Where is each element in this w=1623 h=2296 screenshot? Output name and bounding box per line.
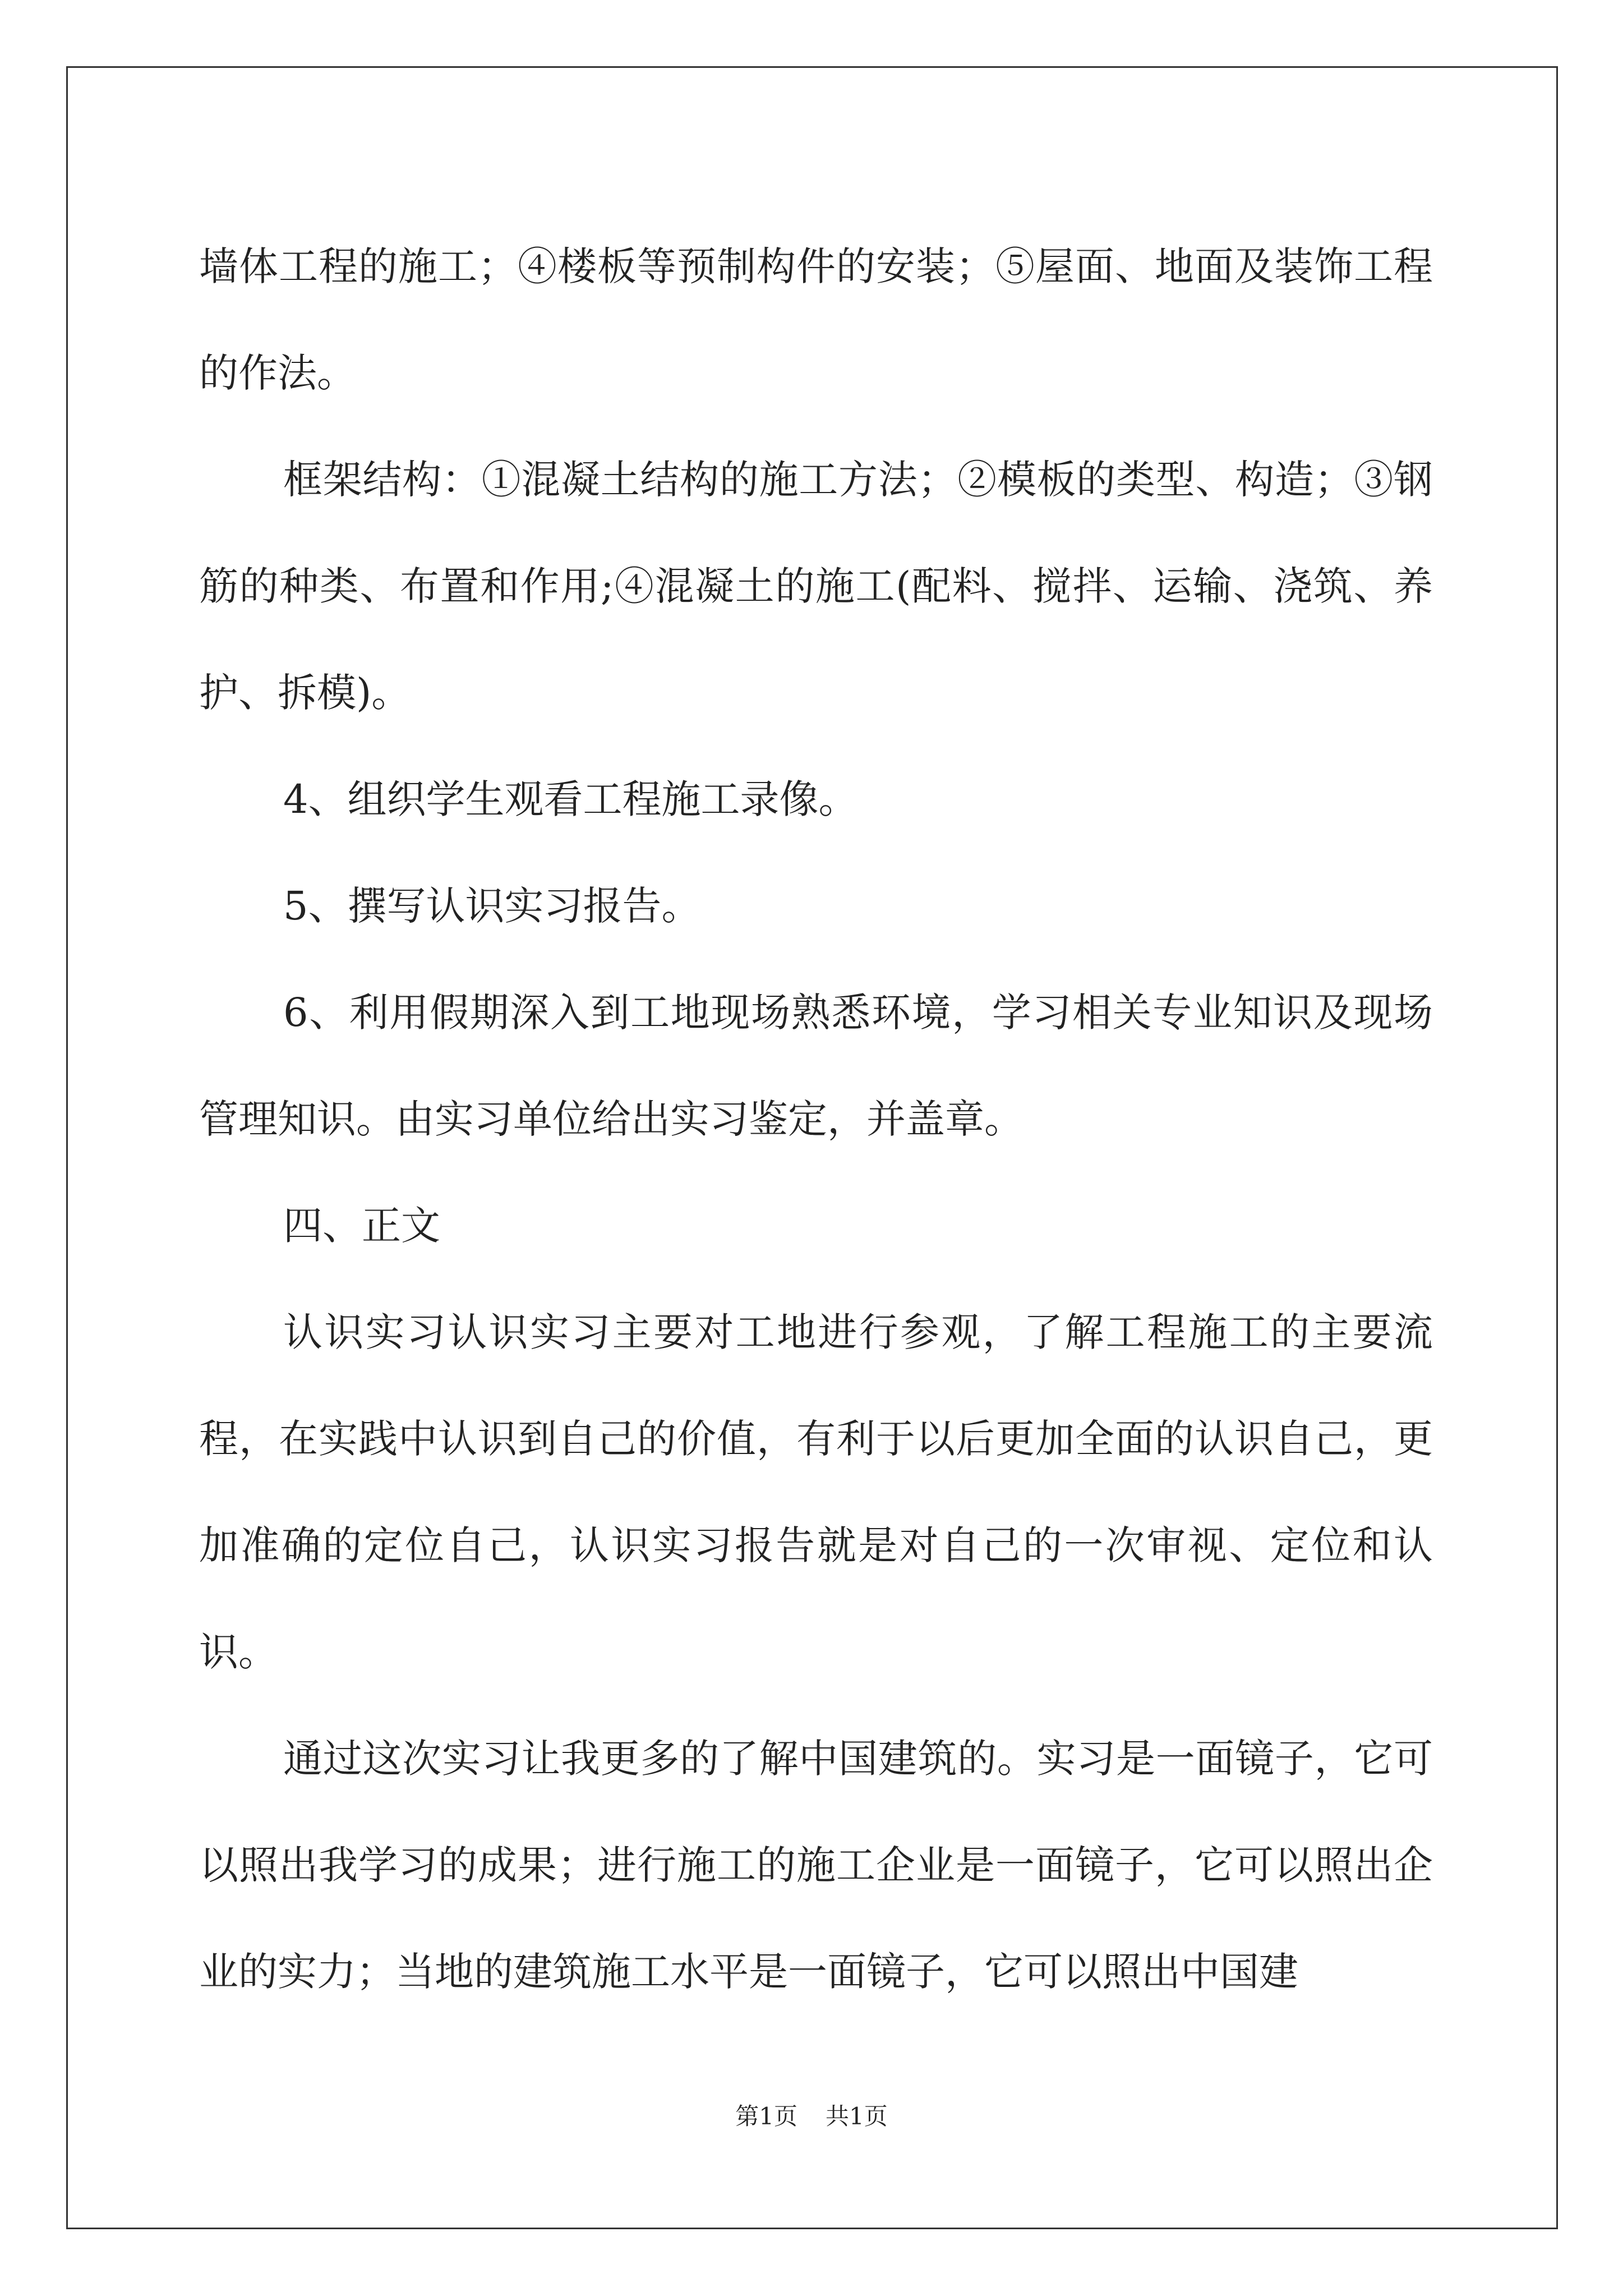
paragraph-4: 5、撰写认识实习报告。 xyxy=(283,883,701,929)
page-total: 共1页 xyxy=(826,2102,888,2130)
paragraph-1: 墙体工程的施工；④楼板等预制构件的安装；⑤屋面、地面及装饰工程的作法。 xyxy=(199,243,1433,396)
paragraph-5: 6、利用假期深入到工地现场熟悉环境，学习相关专业知识及现场管理知识。由实习单位给出实习鉴定，并盖章。 xyxy=(199,990,1433,1142)
paragraph-6: 认识实习认识实习主要对工地进行参观，了解工程施工的主要流程，在实践中认识到自己的价值，有利于以后更加全面的认识自己，更加准确的定位自己，认识实习报告就是对自己的一次审视、定位和认识。 xyxy=(199,1309,1433,1675)
document-body xyxy=(199,213,1433,2025)
section-heading: 四、正文 xyxy=(283,1203,440,1249)
paragraph-2: 框架结构：①混凝土结构的施工方法；②模板的类型、构造；③钢筋的种类、布置和作用;④混凝土的施工(配料、搅拌、运输、浇筑、养护、拆模)。 xyxy=(199,457,1433,716)
paragraph-7: 通过这次实习让我更多的了解中国建筑的。实习是一面镜子，它可以照出我学习的成果；进行施工的施工企业是一面镜子，它可以照出企业的实力；当地的建筑施工水平是一面镜子，它可以照出中国建 xyxy=(199,1736,1433,1995)
page-number: 第1页 xyxy=(735,2102,797,2130)
paragraph-3: 4、组织学生观看工程施工录像。 xyxy=(283,776,858,822)
page-footer xyxy=(0,2098,1623,2132)
